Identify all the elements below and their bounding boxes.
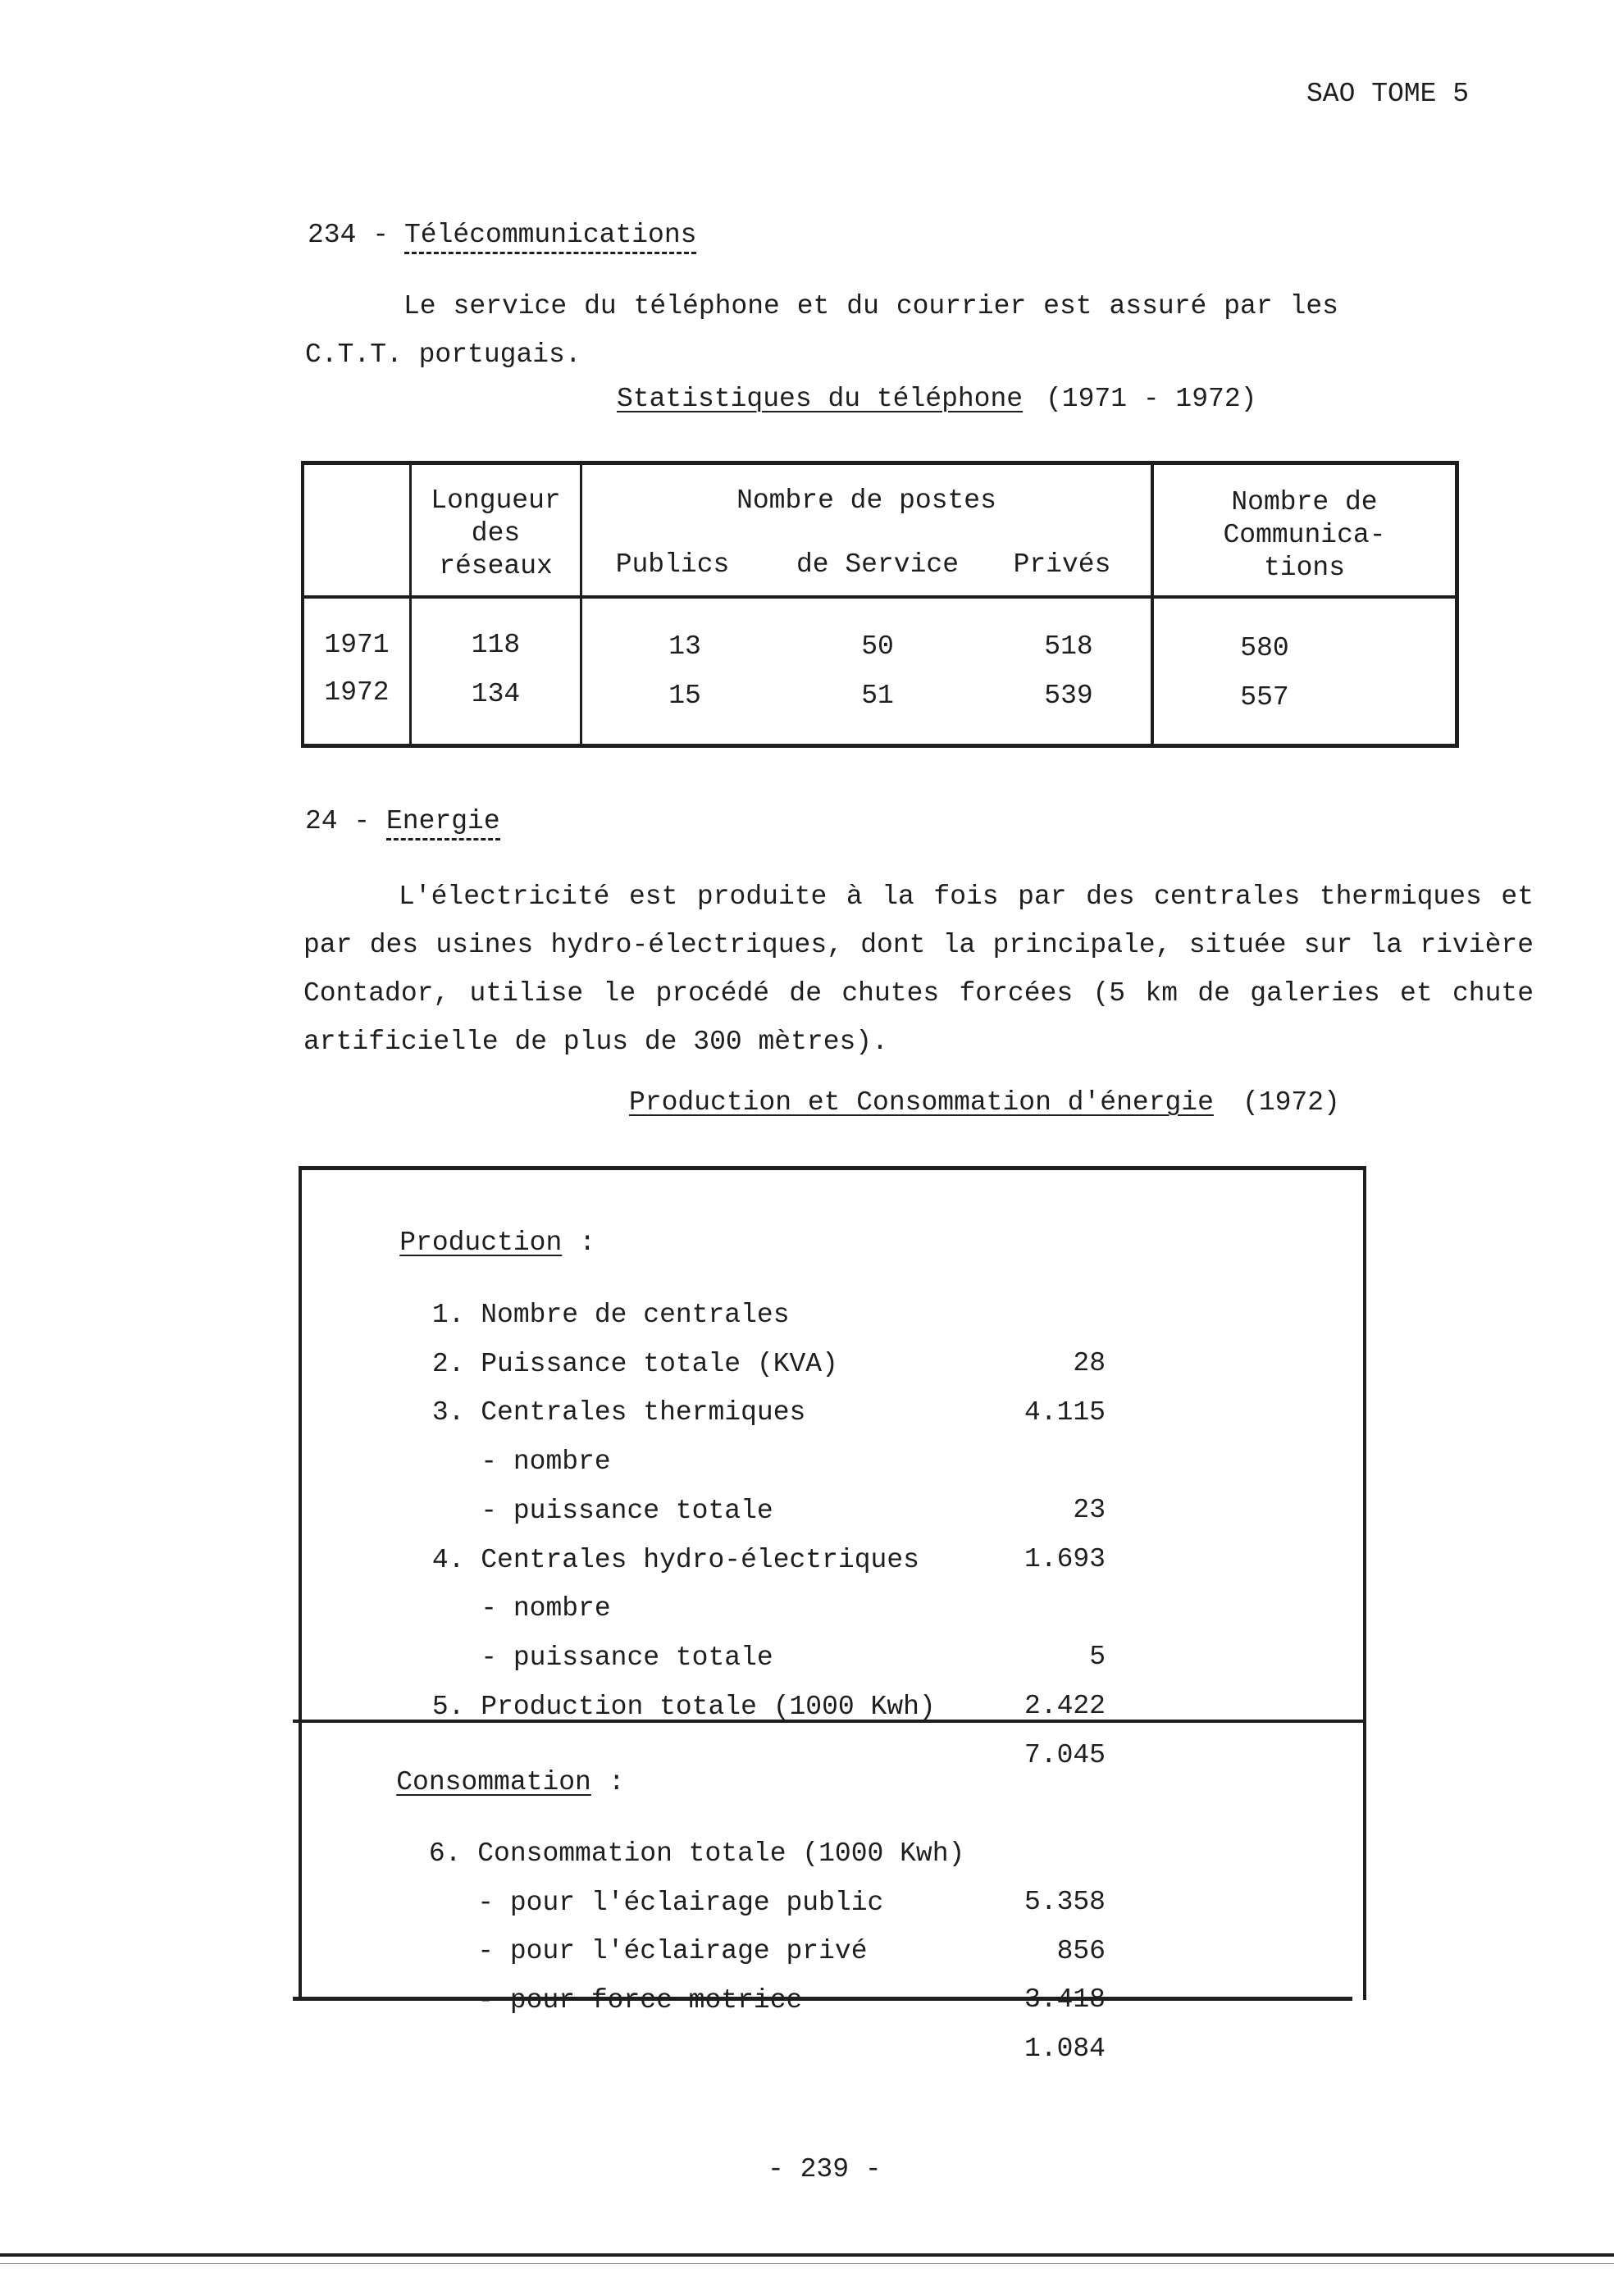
production-row-label: 2. Puissance totale (KVA) (431, 1349, 838, 1379)
phone-table-cell-longueur: 134 (471, 679, 521, 709)
production-row-label: - nombre (431, 1593, 611, 1624)
phone-table-cell-prives: 539 (1044, 681, 1093, 711)
section-24-number: 24 - (305, 806, 371, 836)
phone-table-cell-longueur: 118 (471, 630, 521, 660)
production-row-label: 3. Centrales thermiques (431, 1397, 806, 1428)
consommation-row-label: - pour force motrice (428, 1985, 803, 2016)
production-row-label: - nombre (431, 1446, 611, 1477)
production-row-label: 5. Production totale (1000 Kwh) (431, 1692, 936, 1722)
section-234-title: Télécommunications (404, 220, 696, 254)
production-heading-colon: : (579, 1228, 596, 1258)
phone-table-border-right (1455, 461, 1459, 748)
production-row-label: - puissance totale (431, 1642, 773, 1673)
phone-table-header-service: de Service (796, 549, 960, 580)
consommation-heading-colon: : (608, 1767, 625, 1797)
section-24-paragraph: L'électricité est produite à la fois par des centrales thermiques et par des usines hydro-électriques, dont la principale, située sur la rivière Contador, utilise le procédé de chutes forcées (5 km de galeries et chute artificielle de plus de 300 mètres). (303, 882, 1534, 1057)
section-234-number: 234 - (308, 220, 390, 250)
phone-table-header-postes-group: Nombre de postes (736, 485, 996, 516)
section-24-title: Energie (386, 806, 500, 840)
production-row-value: 4.115 (1024, 1397, 1106, 1428)
energy-table-caption-year: (1972) (1242, 1087, 1340, 1118)
consommation-row-label: 6. Consommation totale (1000 Kwh) (428, 1838, 965, 1869)
consommation-row-value: 3.418 (1024, 1984, 1106, 2015)
phone-table-cell-publics: 13 (668, 631, 701, 662)
energy-table-caption: Production et Consommation d'énergie (629, 1087, 1214, 1118)
section-234-paragraph: Le service du téléphone et du courrier est assuré par les C.T.T. portugais. (305, 291, 1338, 370)
phone-table-cell-communications: 580 (1240, 633, 1289, 663)
production-row-value: 7.045 (1024, 1740, 1106, 1770)
phone-table-cell-year: 1971 (324, 630, 390, 660)
production-row-value: 5 (1089, 1642, 1106, 1672)
production-row-label: 1. Nombre de centrales (431, 1300, 790, 1330)
consommation-row-label: - pour l'éclairage public (428, 1888, 884, 1918)
bottom-rule-thick (0, 2253, 1614, 2257)
phone-table-cell-prives: 518 (1044, 631, 1093, 662)
phone-table-border-top (301, 461, 1459, 465)
consommation-row-value: 5.358 (1024, 1887, 1106, 1917)
phone-table-header-longueur: Longueur des réseaux (431, 485, 561, 581)
production-row-value: 2.422 (1024, 1691, 1106, 1721)
phone-table-header-prives: Privés (1013, 549, 1111, 580)
phone-table-header-publics: Publics (615, 549, 730, 580)
running-header: SAO TOME 5 (1306, 79, 1470, 109)
phone-table-border-bottom (301, 744, 1459, 748)
phone-table-cell-year: 1972 (324, 677, 390, 708)
production-row-value: 28 (1073, 1348, 1106, 1378)
phone-table-caption-years: (1971 - 1972) (1046, 384, 1257, 414)
production-row-label: - puissance totale (431, 1496, 773, 1526)
phone-table-header-rule (301, 595, 1459, 599)
energy-table-border-left (299, 1166, 302, 2000)
production-row-label: 4. Centrales hydro-électriques (431, 1545, 919, 1575)
phone-table-cell-communications: 557 (1240, 682, 1289, 713)
bottom-rule-thin (0, 2263, 1614, 2264)
consommation-heading: Consommation (396, 1767, 591, 1797)
consommation-row-value: 856 (1056, 1936, 1106, 1966)
production-row-value: 23 (1073, 1495, 1106, 1525)
energy-table-border-right (1363, 1166, 1366, 2000)
phone-table-cell-service: 51 (861, 681, 894, 711)
production-heading: Production (399, 1228, 563, 1258)
phone-table-cell-service: 50 (861, 631, 894, 662)
consommation-row-value: 1.084 (1024, 2034, 1106, 2064)
energy-table-border-top (299, 1166, 1366, 1170)
phone-table-cell-publics: 15 (668, 681, 701, 711)
page-number: - 239 - (768, 2154, 882, 2184)
production-row-value: 1.693 (1024, 1544, 1106, 1574)
phone-table-header-communications: Nombre de Communica- tions (1223, 487, 1386, 583)
phone-table-caption: Statistiques du téléphone (617, 384, 1024, 414)
consommation-row-label: - pour l'éclairage privé (428, 1936, 868, 1966)
